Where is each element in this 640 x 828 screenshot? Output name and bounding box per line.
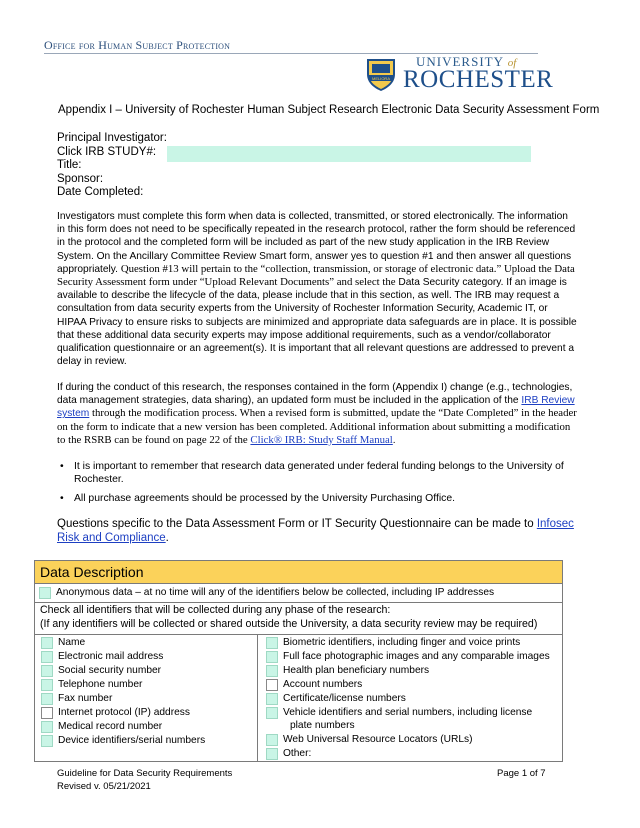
footer-left bbox=[57, 768, 232, 793]
check-identifiers-note: (If any identifiers will be collected or shared outside the University, a data security review may be required) bbox=[40, 617, 538, 630]
bullet-list bbox=[57, 460, 577, 512]
identifier-checkbox[interactable] bbox=[266, 734, 278, 746]
logo-university-text: UNIVERSITY of bbox=[416, 54, 517, 69]
title-label: Title: bbox=[57, 159, 82, 171]
identifier-checkbox[interactable] bbox=[41, 651, 53, 663]
svg-text:MELIORA: MELIORA bbox=[371, 76, 391, 81]
infosec-link[interactable]: Infosec Risk and Compliance bbox=[57, 518, 574, 544]
sponsor-label: Sponsor: bbox=[57, 172, 104, 185]
logo-rochester-text: ROCHESTER bbox=[403, 66, 554, 93]
pi-label: Principal Investigator: bbox=[57, 132, 167, 144]
identifier-checkbox[interactable] bbox=[41, 665, 53, 677]
data-description-table bbox=[34, 560, 563, 762]
identifiers-left-column: Name Electronic mail address Social security number Telephone number Fax number Internet protocol (IP) address Medical record number Device identifiers/serial numbers bbox=[35, 635, 258, 761]
irb-review-system-link[interactable]: IRB Review system bbox=[57, 395, 575, 420]
identifier-checkbox[interactable] bbox=[41, 735, 53, 747]
footer-guideline: Guideline for Data Security Requirements bbox=[57, 768, 233, 779]
questions-contact: Questions specific to the Data Assessment Form or IT Security Questionnaire can be made to Infosec Risk and Compliance. bbox=[57, 518, 574, 544]
university-logo bbox=[363, 54, 554, 93]
list-item: • All purchase agreements should be processed by the University Purchasing Office. bbox=[60, 493, 455, 505]
university-shield-icon bbox=[363, 56, 399, 92]
identifier-checkbox[interactable] bbox=[41, 637, 53, 649]
office-title: Office for Human Subject Protection bbox=[44, 38, 231, 52]
irb-study-label: Click IRB STUDY#: bbox=[57, 145, 157, 158]
data-description-heading: Data Description bbox=[35, 561, 562, 584]
anonymous-data-label: Anonymous data – at no time will any of the identifiers below be collected, including IP addresses bbox=[56, 587, 495, 598]
identifier-checkbox[interactable] bbox=[266, 748, 278, 760]
date-completed-label: Date Completed: bbox=[57, 186, 144, 198]
identifiers-grid bbox=[35, 635, 562, 761]
identifiers-right-column: Biometric identifiers, including finger and voice prints Full face photographic images and any comparable images Health plan beneficiary numbers Account numbers Certificate/license numbers Vehicle identifiers and serial numbers, including license plate numbers Web Universal Resource Locators (URLs) Other: bbox=[258, 635, 562, 761]
study-staff-manual-link[interactable]: Click® IRB: Study Staff Manual bbox=[250, 433, 393, 446]
check-identifiers-text: Check all identifiers that will be collected during any phase of the research: bbox=[40, 604, 391, 616]
bullet-icon: • bbox=[60, 461, 64, 472]
anonymous-data-checkbox[interactable] bbox=[39, 587, 51, 599]
intro-paragraph: Investigators must complete this form when data is collected, transmitted, or stored electronically. The information in this form does not need to be specifically repeated in the research protocol, rather the form should be referenced in the protocol and the completed form will be included as part of the new study application in the IRB Review System. On the Ancillary Committee Review Smart form, answer yes to question #1 and then answer all questions appropriately. Question #13 will pertain to the “collection, transmission, or storage of electronic data.” Upload the Data Security Assessment form under “Upload Relevant Documents” and select the Data Security category. If an image is available to describe the lifecycle of the data, please include that in this section, as well. The IRB may request a consultation from data security experts from the University of Rochester Information Security, Academic IT, or HIPAA Privacy to ensure risks to subjects are minimized and appropriate data safeguards are in place. It is possible that these additional data security experts may impose additional requirements, such as a vendor/collaborator qualification questionnaire or an agreement(s). It is important that all relevant questions are addressed to prevent a delay in review. bbox=[57, 211, 577, 368]
identifier-checkbox[interactable] bbox=[266, 665, 278, 677]
identifier-checkbox[interactable] bbox=[41, 721, 53, 733]
bullet-icon: • bbox=[60, 493, 64, 505]
modification-paragraph: If during the conduct of this research, the responses contained in the form (Appendix I) change (e.g., technologies, data management strategies, data sharing), an updated form must be included in the application of the IRB Review system through the modification process. When a revised form is submitted, update the “Date Completed” in the header on the form to indicate that a new version has been completed. Additional information about submitting a modification to the RSRB can be found on page 22 of the Click® IRB: Study Staff Manual. bbox=[57, 382, 577, 446]
identifier-checkbox[interactable] bbox=[266, 693, 278, 705]
list-item: • It is important to remember that research data generated under federal funding belongs to the University of Rochester. bbox=[60, 461, 564, 486]
identifier-checkbox[interactable] bbox=[41, 707, 53, 719]
study-fields bbox=[57, 132, 167, 200]
irb-study-input[interactable] bbox=[167, 146, 531, 162]
identifier-checkbox[interactable] bbox=[266, 679, 278, 691]
anonymous-data-row bbox=[35, 584, 562, 603]
footer-revision: Revised v. 05/21/2021 bbox=[57, 780, 151, 792]
page-number: Page 1 of 7 bbox=[497, 768, 546, 779]
identifier-checkbox[interactable] bbox=[41, 693, 53, 705]
identifier-checkbox[interactable] bbox=[266, 651, 278, 663]
identifier-checkbox[interactable] bbox=[41, 679, 53, 691]
form-title: Appendix I – University of Rochester Human Subject Research Electronic Data Security Assessment Form bbox=[58, 104, 600, 116]
identifier-checkbox[interactable] bbox=[266, 637, 278, 649]
identifier-checkbox[interactable] bbox=[266, 707, 278, 719]
check-identifiers-instructions bbox=[35, 603, 562, 635]
